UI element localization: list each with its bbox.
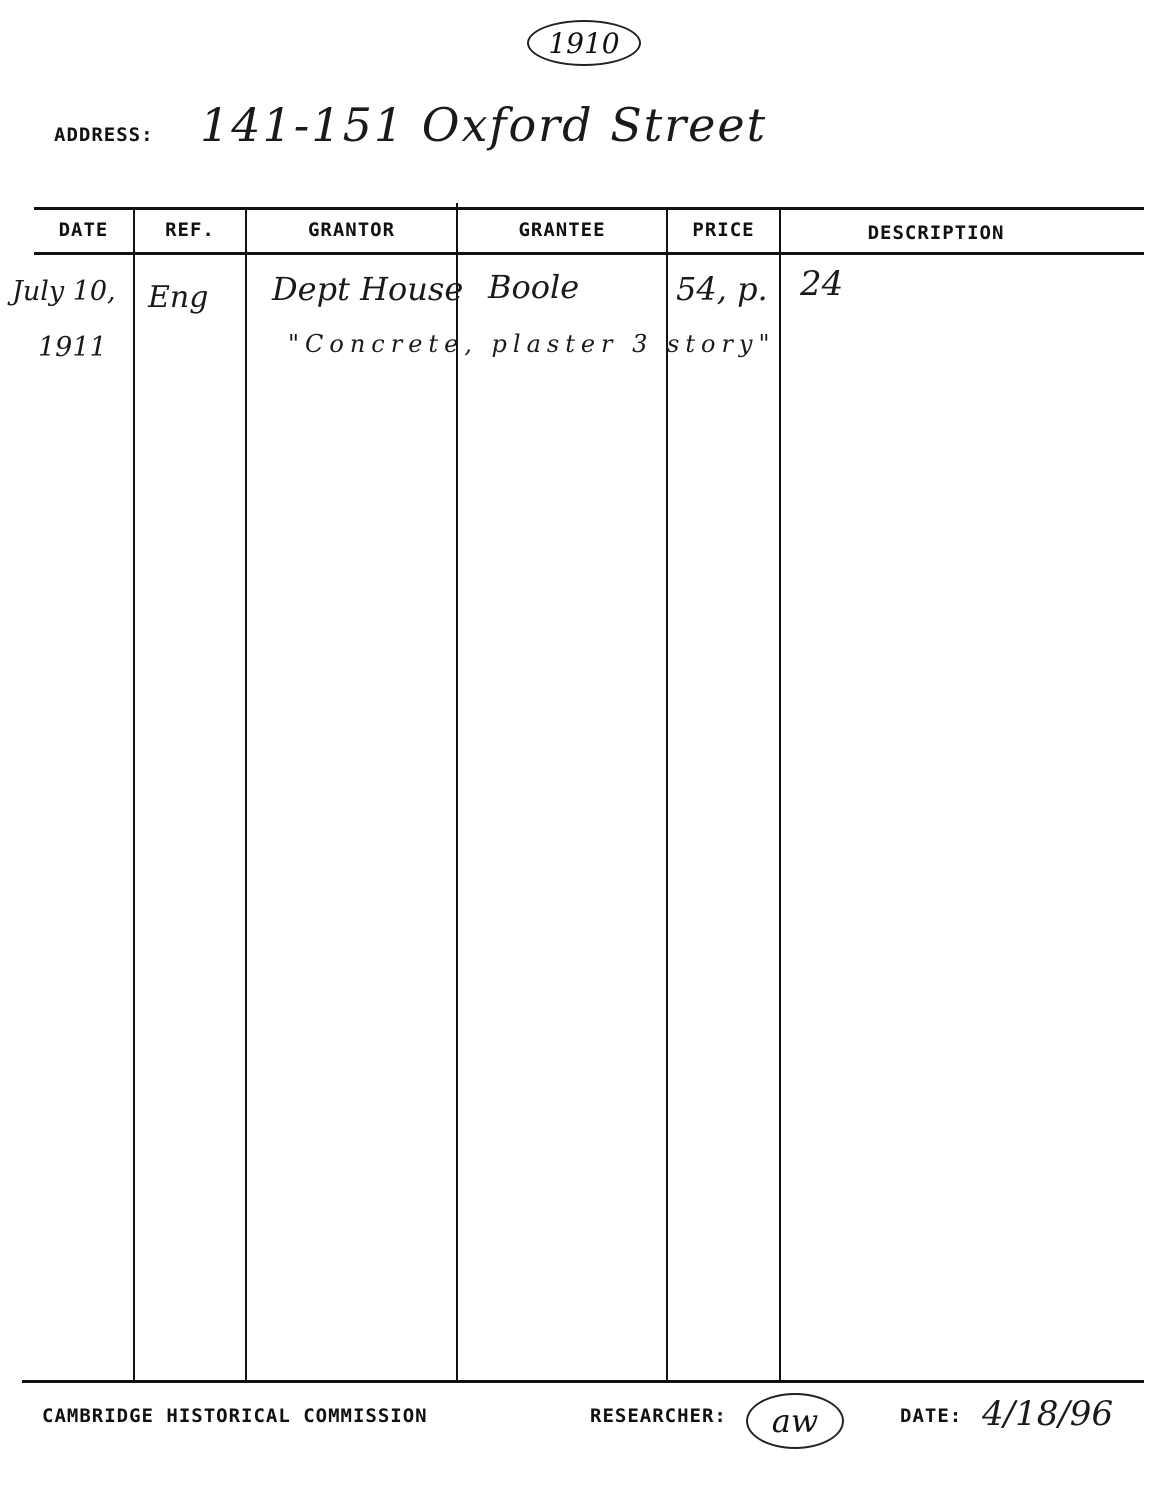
researcher-initials-circle <box>746 1393 844 1449</box>
column-divider-date <box>133 208 135 1382</box>
entry-grantor: Dept House <box>272 270 464 308</box>
entry-price: 54, p. <box>676 270 768 308</box>
entry-grantee: Boole <box>488 268 580 306</box>
entry-date-line1: July 10, <box>12 276 116 307</box>
column-header-grantor: GRANTOR <box>307 219 396 241</box>
column-divider-grantee <box>666 208 668 1382</box>
column-header-grantee: GRANTEE <box>518 219 606 241</box>
entry-description: 24 <box>800 264 844 304</box>
column-header-ref: REF. <box>165 219 215 241</box>
entry-note: "Concrete, plaster 3 story" <box>288 330 776 358</box>
column-header-description: DESCRIPTION <box>867 222 1005 244</box>
column-header-price: PRICE <box>692 219 755 241</box>
table-bottom-rule <box>22 1380 1144 1383</box>
column-divider-ref <box>245 208 247 1382</box>
column-divider-price <box>779 208 781 1382</box>
entry-ref: Eng <box>148 280 209 315</box>
column-divider-grantor <box>456 203 458 1382</box>
year-circle <box>527 20 641 66</box>
table-top-rule <box>34 207 1144 210</box>
address-value: 141-151 Oxford Street <box>200 98 768 152</box>
organization-name: CAMBRIDGE HISTORICAL COMMISSION <box>42 1405 428 1427</box>
date-value: 4/18/96 <box>982 1394 1114 1434</box>
researcher-initials: aw <box>771 1402 819 1440</box>
year-text: 1910 <box>548 26 620 60</box>
column-header-date: DATE <box>58 219 109 241</box>
date-label: DATE: <box>900 1405 963 1427</box>
address-label: ADDRESS: <box>54 124 154 146</box>
table-header-rule <box>34 252 1144 255</box>
entry-date-line2: 1911 <box>38 332 107 363</box>
researcher-label: RESEARCHER: <box>590 1405 727 1427</box>
